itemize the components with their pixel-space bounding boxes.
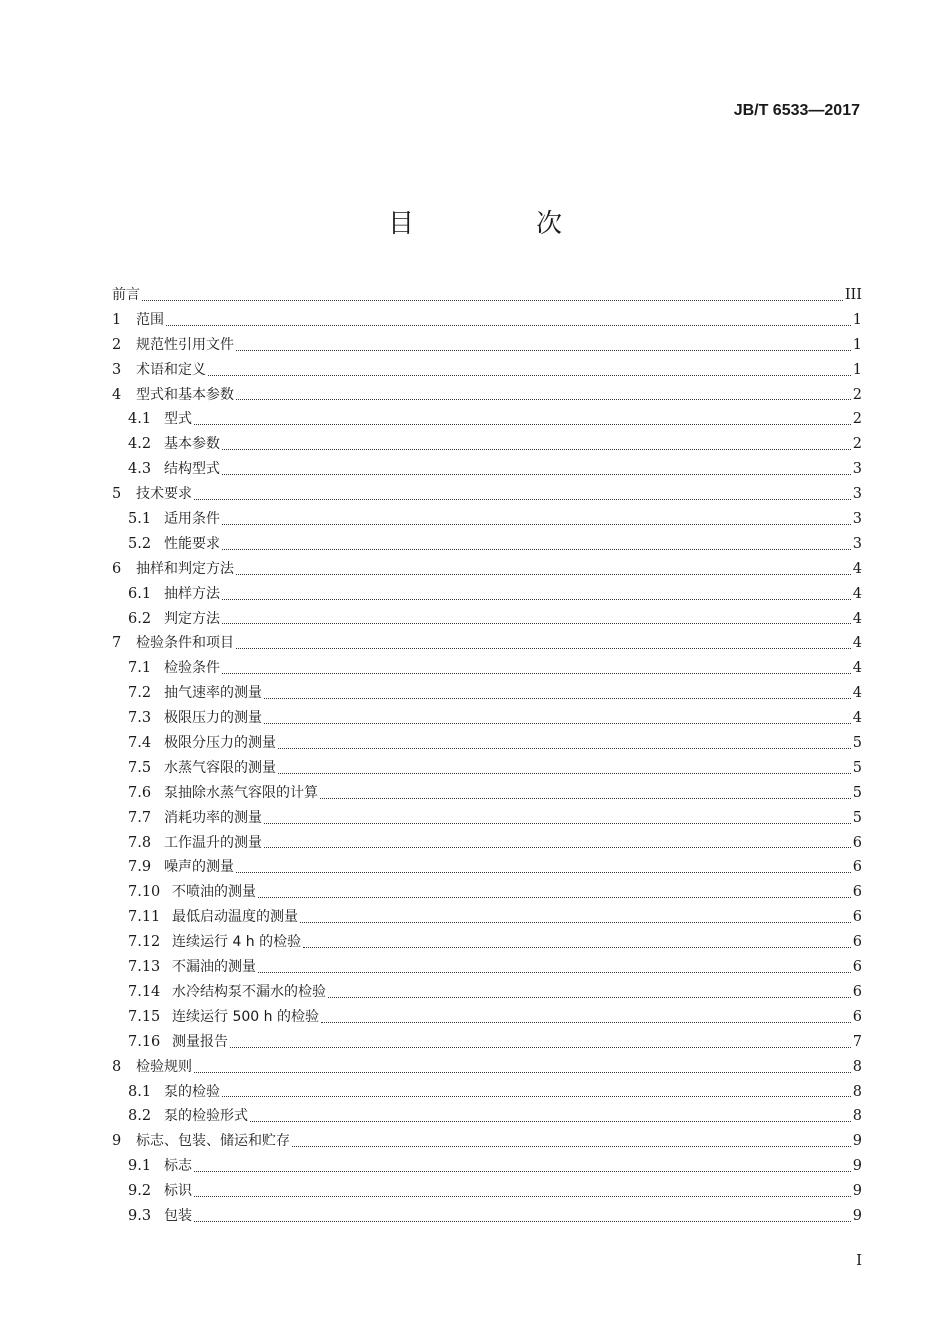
- toc-entry-number: 5.1: [128, 511, 152, 528]
- toc-entry[interactable]: [112, 358, 862, 383]
- toc-entry-number: 7.9: [128, 859, 152, 876]
- toc-entry-number: 7.10: [128, 884, 161, 901]
- toc-entry-number: 6.2: [128, 610, 152, 627]
- toc-entry-label: 泵的检验: [164, 1083, 220, 1100]
- toc-entry-page: 4: [852, 585, 862, 602]
- dot-leader: [222, 523, 851, 525]
- toc-entry[interactable]: [112, 905, 862, 930]
- toc-entry-label: 极限压力的测量: [164, 710, 262, 727]
- toc-entry-number: 7.6: [128, 784, 152, 801]
- toc-entry-number: 8.2: [128, 1108, 152, 1125]
- toc-entry-label: 标志: [164, 1158, 192, 1175]
- toc-entry-label: 标志、包装、储运和贮存: [136, 1133, 290, 1150]
- toc-entry[interactable]: [112, 333, 862, 358]
- toc-entry-page: 9: [852, 1207, 862, 1224]
- toc-entry-label: 术语和定义: [136, 361, 206, 378]
- toc-entry-number: 2: [112, 336, 122, 353]
- toc-entry[interactable]: [112, 1104, 862, 1129]
- toc-entry-label: 连续运行 4 h 的检验: [172, 934, 302, 951]
- dot-leader: [236, 871, 851, 873]
- toc-entry-page: 1: [852, 361, 862, 378]
- toc-entry-label: 消耗功率的测量: [164, 809, 262, 826]
- toc-entry-page: 3: [852, 461, 862, 478]
- toc-entry-number: 7.13: [128, 959, 161, 976]
- dot-leader: [222, 548, 851, 550]
- toc-entry-label: 型式: [164, 411, 192, 428]
- toc-entry[interactable]: [112, 1005, 862, 1030]
- toc-entry-page: 8: [852, 1058, 862, 1075]
- toc-entry-page: 5: [852, 784, 862, 801]
- dot-leader: [264, 722, 851, 724]
- toc-title: 目 次: [387, 209, 610, 239]
- toc-entry-page: 1: [852, 336, 862, 353]
- toc-entry-page: 6: [852, 884, 862, 901]
- toc-entry[interactable]: [112, 383, 862, 408]
- toc-entry-label: 水冷结构泵不漏水的检验: [172, 983, 326, 1000]
- toc-entry[interactable]: [112, 1204, 862, 1229]
- toc-entry-number: 9.3: [128, 1207, 152, 1224]
- toc-entry[interactable]: [112, 308, 862, 333]
- dot-leader: [194, 1071, 851, 1073]
- toc-entry-page: III: [844, 287, 862, 303]
- toc-entry[interactable]: [112, 432, 862, 457]
- toc-entry-page: 6: [852, 1008, 862, 1025]
- toc-entry-label: 不喷油的测量: [172, 884, 256, 901]
- toc-entry-page: 1: [852, 311, 862, 328]
- toc-entry-number: 7.16: [128, 1033, 161, 1050]
- toc-entry-label: 抽气速率的测量: [164, 685, 262, 702]
- toc-entry-label: 抽样和判定方法: [136, 560, 234, 577]
- toc-entry-number: 4.2: [128, 436, 152, 453]
- dot-leader: [208, 374, 851, 376]
- page-number: I: [856, 1251, 862, 1269]
- toc-entry-label: 抽样方法: [164, 585, 220, 602]
- toc-entry-label: 泵抽除水蒸气容限的计算: [164, 784, 318, 801]
- toc-entry-page: 9: [852, 1158, 862, 1175]
- dot-leader: [264, 846, 851, 848]
- dot-leader: [236, 647, 851, 649]
- toc-entry[interactable]: [112, 731, 862, 756]
- toc-entry-page: 6: [852, 983, 862, 1000]
- toc-entry-number: 9: [112, 1133, 122, 1150]
- toc-entry-number: 7.15: [128, 1008, 161, 1025]
- toc-entry-number: 8.1: [128, 1083, 152, 1100]
- toc-entry[interactable]: [112, 706, 862, 731]
- dot-leader: [320, 797, 851, 799]
- toc-entry-label: 检验条件: [164, 660, 220, 677]
- toc-entry[interactable]: [112, 930, 862, 955]
- toc-entry[interactable]: [112, 482, 862, 507]
- toc-entry[interactable]: [112, 880, 862, 905]
- toc-entry-label: 包装: [164, 1207, 192, 1224]
- toc-entry[interactable]: [112, 756, 862, 781]
- toc-entry-number: 9.2: [128, 1183, 152, 1200]
- dot-leader: [222, 622, 851, 624]
- toc-entry-label: 检验规则: [136, 1058, 192, 1075]
- toc-entry-label: 性能要求: [164, 535, 220, 552]
- toc-entry[interactable]: [112, 1179, 862, 1204]
- toc-entry-page: 3: [852, 486, 862, 503]
- toc-entry-label: 型式和基本参数: [136, 386, 234, 403]
- toc-entry[interactable]: [112, 980, 862, 1005]
- toc-entry-page: 7: [852, 1033, 862, 1050]
- document-code: JB/T 6533—2017: [733, 102, 860, 119]
- toc-entry-number: 4.1: [128, 411, 152, 428]
- dot-leader: [194, 498, 851, 500]
- toc-entry-page: 6: [852, 834, 862, 851]
- toc-entry-page: 2: [852, 386, 862, 403]
- toc-entry[interactable]: [112, 955, 862, 980]
- toc-entry-page: 9: [852, 1183, 862, 1200]
- dot-leader: [258, 971, 851, 973]
- toc-entry-label: 最低启动温度的测量: [172, 909, 298, 926]
- toc-entry[interactable]: [112, 532, 862, 557]
- toc-entry-number: 7.14: [128, 983, 161, 1000]
- toc-entry[interactable]: [112, 855, 862, 880]
- toc-entry-page: 3: [852, 535, 862, 552]
- toc-entry-label: 工作温升的测量: [164, 834, 262, 851]
- toc-entry-number: 7.11: [128, 909, 161, 926]
- toc-entry-number: 7.1: [128, 660, 152, 677]
- toc-entry[interactable]: [112, 1055, 862, 1080]
- toc-entry-number: 7.5: [128, 759, 152, 776]
- dot-leader: [222, 473, 851, 475]
- toc-entry-page: 4: [852, 560, 862, 577]
- toc-entry[interactable]: [112, 507, 862, 532]
- toc-entry[interactable]: [112, 1154, 862, 1179]
- toc-entry[interactable]: [112, 407, 862, 432]
- dot-leader: [264, 822, 851, 824]
- toc-entry-label: 标识: [164, 1183, 192, 1200]
- toc-entry-label: 前言: [112, 287, 140, 303]
- dot-leader: [300, 921, 851, 923]
- toc-entry-number: 7.12: [128, 934, 161, 951]
- toc-entry[interactable]: [112, 831, 862, 856]
- toc-entry[interactable]: [112, 457, 862, 482]
- toc-entry-label: 判定方法: [164, 610, 220, 627]
- toc-entry-number: 7.8: [128, 834, 152, 851]
- toc-entry-page: 8: [852, 1083, 862, 1100]
- toc-entry[interactable]: [112, 557, 862, 582]
- toc-entry-label: 连续运行 500 h 的检验: [172, 1008, 319, 1025]
- toc-entry-label: 极限分压力的测量: [164, 735, 276, 752]
- toc-entry-number: 5: [112, 486, 122, 503]
- dot-leader: [264, 697, 851, 699]
- toc-entry-number: 6: [112, 560, 122, 577]
- dot-leader: [236, 398, 851, 400]
- toc-entry-label: 范围: [136, 311, 164, 328]
- toc-entry-number: 7.2: [128, 685, 152, 702]
- toc-entry-label: 规范性引用文件: [136, 336, 234, 353]
- toc-entry-page: 8: [852, 1108, 862, 1125]
- toc-entry-label: 测量报告: [172, 1033, 228, 1050]
- toc-entry-number: 4.3: [128, 461, 152, 478]
- toc-entry-label: 水蒸气容限的测量: [164, 759, 276, 776]
- toc-entry[interactable]: [112, 283, 862, 308]
- toc-entry-number: 8: [112, 1058, 122, 1075]
- toc-entry-page: 4: [852, 660, 862, 677]
- dot-leader: [222, 448, 851, 450]
- dot-leader: [250, 1120, 851, 1122]
- toc-entry-page: 2: [852, 436, 862, 453]
- toc-entry-page: 6: [852, 934, 862, 951]
- dot-leader: [222, 672, 851, 674]
- toc-entry[interactable]: [112, 607, 862, 632]
- toc-entry-page: 6: [852, 909, 862, 926]
- dot-leader: [303, 946, 851, 948]
- toc-entry-number: 6.1: [128, 585, 152, 602]
- toc-entry-page: 4: [852, 685, 862, 702]
- dot-leader: [278, 772, 851, 774]
- toc-entry-page: 5: [852, 809, 862, 826]
- toc-entry-number: 7: [112, 635, 122, 652]
- toc-entry-label: 泵的检验形式: [164, 1108, 248, 1125]
- dot-leader: [278, 747, 851, 749]
- dot-leader: [258, 896, 851, 898]
- dot-leader: [222, 598, 851, 600]
- toc-entry-number: 7.4: [128, 735, 152, 752]
- toc-entry[interactable]: [112, 656, 862, 681]
- toc-entry[interactable]: [112, 1030, 862, 1055]
- toc-entry-page: 9: [852, 1133, 862, 1150]
- dot-leader: [230, 1046, 851, 1048]
- toc-entry-label: 适用条件: [164, 511, 220, 528]
- dot-leader: [222, 1095, 851, 1097]
- toc-entry-number: 7.7: [128, 809, 152, 826]
- toc-entry[interactable]: [112, 631, 862, 656]
- toc-list: [112, 283, 862, 1229]
- toc-entry-number: 4: [112, 386, 122, 403]
- toc-entry[interactable]: [112, 1129, 862, 1154]
- toc-entry-page: 4: [852, 635, 862, 652]
- dot-leader: [328, 996, 851, 998]
- toc-entry[interactable]: [112, 681, 862, 706]
- toc-entry-number: 3: [112, 361, 122, 378]
- toc-entry-page: 5: [852, 735, 862, 752]
- dot-leader: [236, 573, 851, 575]
- dot-leader: [236, 349, 851, 351]
- dot-leader: [292, 1145, 851, 1147]
- toc-entry-label: 不漏油的测量: [172, 959, 256, 976]
- toc-entry-page: 5: [852, 759, 862, 776]
- dot-leader: [194, 1170, 851, 1172]
- toc-entry[interactable]: [112, 781, 862, 806]
- dot-leader: [194, 423, 851, 425]
- toc-entry-page: 6: [852, 859, 862, 876]
- toc-entry-label: 结构型式: [164, 461, 220, 478]
- toc-entry-label: 检验条件和项目: [136, 635, 234, 652]
- toc-entry-label: 噪声的测量: [164, 859, 234, 876]
- toc-entry[interactable]: [112, 1080, 862, 1105]
- toc-entry[interactable]: [112, 582, 862, 607]
- toc-entry-number: 7.3: [128, 710, 152, 727]
- dot-leader: [194, 1195, 851, 1197]
- toc-entry-page: 3: [852, 511, 862, 528]
- toc-entry-page: 2: [852, 411, 862, 428]
- toc-entry-number: 9.1: [128, 1158, 152, 1175]
- toc-entry-number: 1: [112, 311, 122, 328]
- toc-entry-label: 基本参数: [164, 436, 220, 453]
- dot-leader: [194, 1220, 851, 1222]
- toc-entry[interactable]: [112, 806, 862, 831]
- toc-entry-number: 5.2: [128, 535, 152, 552]
- toc-entry-label: 技术要求: [136, 486, 192, 503]
- dot-leader: [321, 1021, 851, 1023]
- toc-entry-page: 4: [852, 710, 862, 727]
- dot-leader: [166, 324, 851, 326]
- dot-leader: [142, 299, 843, 301]
- toc-entry-page: 4: [852, 610, 862, 627]
- toc-entry-page: 6: [852, 959, 862, 976]
